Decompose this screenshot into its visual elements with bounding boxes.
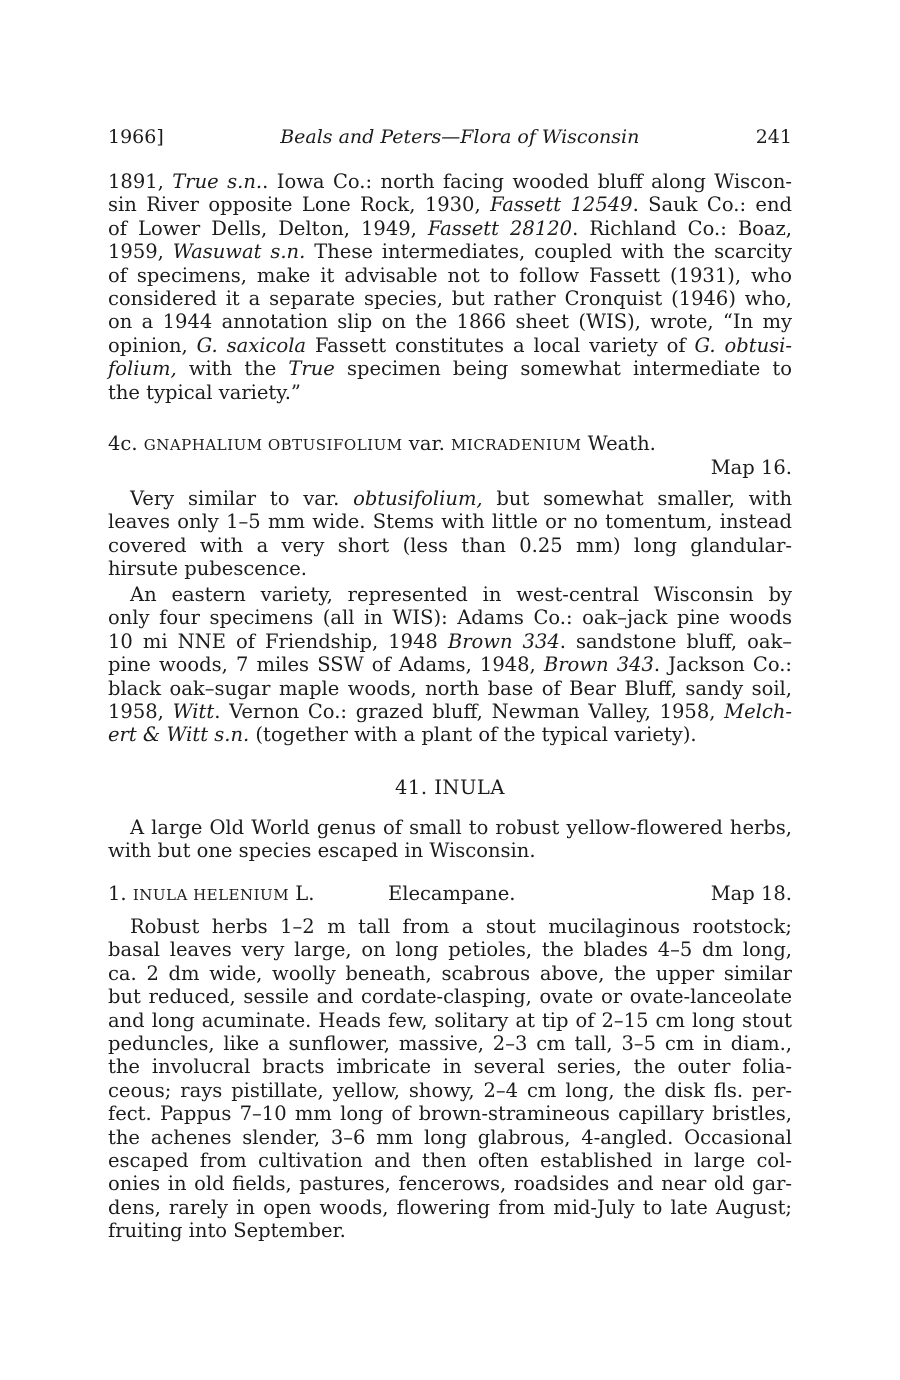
- common-name: Elecampane.: [388, 882, 516, 905]
- text-line: ca. 2 dm wide, woolly beneath, scabrous above, the upper similar: [108, 961, 792, 985]
- text-line: black oak–sugar maple woods, north base of Bear Bluff, sandy soil,: [108, 676, 792, 700]
- paragraph-specimens-intermediates: [108, 170, 792, 404]
- text-line: of specimens, make it advisable not to follow Fassett (1931), who: [108, 263, 792, 287]
- text-line: and long acuminate. Heads few, solitary at tip of 2–15 cm long stout: [108, 1008, 792, 1032]
- text-line: dens, rarely in open woods, flowering from mid-July to late August;: [108, 1195, 792, 1219]
- variety-name: MICRADENIUM: [451, 436, 582, 454]
- paragraph-var-description: [108, 487, 792, 581]
- paragraph-genus-description: [108, 816, 792, 863]
- text-line: the involucral bracts imbricate in several series, the outer folia-: [108, 1055, 792, 1079]
- running-header: [108, 126, 792, 148]
- text-line: ert & Witt s.n. (together with a plant of the typical variety).: [108, 723, 697, 747]
- text-line: A large Old World genus of small to robust yellow-flowered herbs,: [130, 816, 792, 839]
- text-line: on a 1944 annotation slip on the 1866 sheet (WIS), wrote, “In my: [108, 310, 792, 334]
- taxon-name: GNAPHALIUM OBTUSIFOLIUM: [143, 436, 403, 454]
- paragraph-species-description: [108, 915, 792, 1243]
- map-reference-18: Map 18.: [710, 882, 792, 905]
- text-line: covered with a very short (less than 0.25 mm) long glandular-: [108, 533, 792, 557]
- text-line: peduncles, like a sunflower, massive, 2–3 cm tall, 3–5 cm in diam.,: [108, 1032, 792, 1056]
- text-line: the typical variety.”: [108, 380, 301, 404]
- genus-heading: 41. INULA: [395, 776, 505, 799]
- text-line: with but one species escaped in Wisconsin.: [108, 839, 536, 863]
- page-number: 241: [755, 126, 792, 148]
- text-line: only four specimens (all in WIS): Adams Co.: oak–jack pine woods: [108, 606, 792, 630]
- species-name: INULA HELENIUM: [132, 886, 290, 904]
- text-line: An eastern variety, represented in west-central Wisconsin by: [130, 583, 792, 606]
- header-title: Beals and Peters—Flora of Wisconsin: [280, 126, 640, 148]
- text-line: folium, with the True specimen being somewhat intermediate to: [108, 357, 792, 381]
- text-line: considered it a separate species, but rather Cronquist (1946) who,: [108, 287, 792, 311]
- text-line: ceous; rays pistillate, yellow, showy, 2–4 cm long, the disk fls. per-: [108, 1078, 792, 1102]
- text-line: onies in old fields, pastures, fencerows, roadsides and near old gar-: [108, 1172, 792, 1196]
- text-line: 1891, True s.n.. Iowa Co.: north facing wooded bluff along Wiscon-: [108, 170, 792, 193]
- text-line: pine woods, 7 miles SSW of Adams, 1948, Brown 343. Jackson Co.:: [108, 653, 792, 677]
- text-line: 1959, Wasuwat s.n. These intermediates, coupled with the scarcity: [108, 240, 793, 264]
- text-line: 1958, Witt. Vernon Co.: grazed bluff, Newman Valley, 1958, Melch-: [108, 700, 792, 724]
- text-line: fruiting into September.: [108, 1219, 346, 1243]
- text-line: Very similar to var. obtusifolium, but somewhat smaller, with: [130, 487, 793, 510]
- text-line: of Lower Dells, Delton, 1949, Fassett 28120. Richland Co.: Boaz,: [108, 216, 792, 240]
- text-line: escaped from cultivation and then often established in large col-: [108, 1149, 792, 1173]
- text-line: the achenes slender, 3–6 mm long glabrous, 4-angled. Occasional: [108, 1125, 792, 1149]
- map-reference-16: Map 16.: [710, 456, 792, 479]
- text-line: basal leaves very large, on long petioles, the blades 4–5 dm long,: [108, 938, 792, 962]
- text-line: hirsute pubescence.: [108, 557, 308, 581]
- text-line: sin River opposite Lone Rock, 1930, Fassett 12549. Sauk Co.: end: [108, 193, 792, 217]
- text-line: fect. Pappus 7–10 mm long of brown-stramineous capillary bristles,: [108, 1102, 792, 1126]
- paragraph-var-distribution: [108, 583, 792, 747]
- text-line: opinion, G. saxicola Fassett constitutes a local variety of G. obtusi-: [108, 333, 792, 357]
- text-line: 10 mi NNE of Friendship, 1948 Brown 334. sandstone bluff, oak–: [108, 629, 793, 653]
- species-heading: 1. INULA HELENIUM L. Elecampane. Map 18.: [108, 882, 792, 905]
- text-line: but reduced, sessile and cordate-clasping, ovate or ovate-lanceolate: [108, 985, 792, 1009]
- taxon-heading-4c: 4c. GNAPHALIUM OBTUSIFOLIUM var. MICRADENIUM Weath.: [108, 432, 656, 455]
- header-year: 1966]: [108, 126, 164, 148]
- text-line: leaves only 1–5 mm wide. Stems with little or no tomentum, instead: [108, 510, 792, 534]
- text-line: Robust herbs 1–2 m tall from a stout mucilaginous rootstock;: [130, 915, 792, 938]
